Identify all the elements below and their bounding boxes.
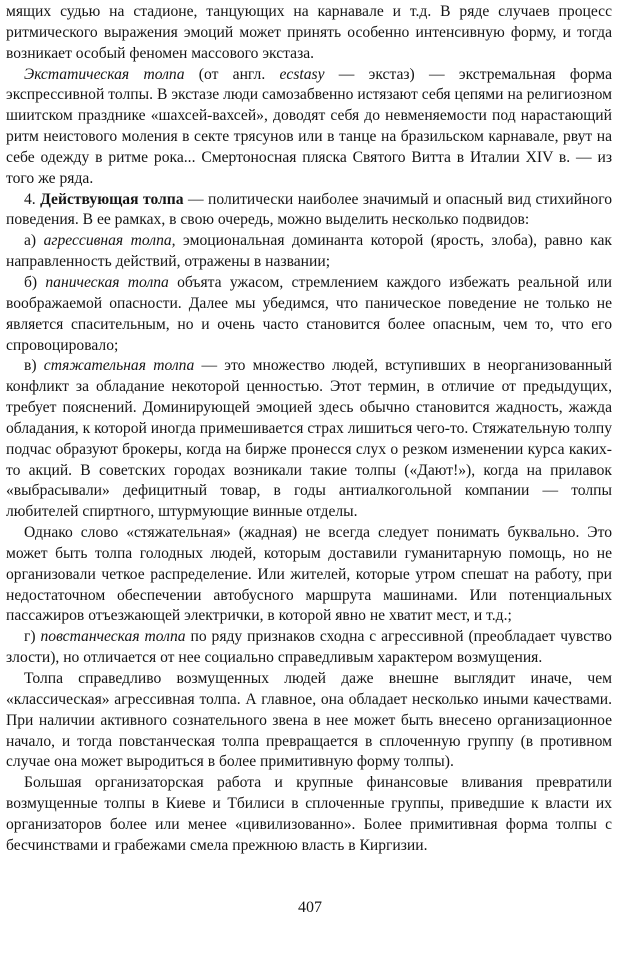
paragraph-p5 — [6, 356, 612, 523]
paragraph-p6 — [6, 523, 612, 627]
page-number: 407 — [298, 899, 322, 916]
italic-term: стяжательная толпа — [43, 357, 195, 375]
text-run: 4. — [24, 190, 41, 208]
paragraph-p7 — [6, 627, 612, 669]
text-run: в) — [24, 357, 44, 375]
italic-term: паническая толпа — [45, 273, 169, 291]
italic-term: Экстатическая толпа — [24, 65, 185, 83]
text-run: Толпа справедливо возмущенных людей даже внешне выглядит иначе, чем «классическая» агрессивная толпа. А главное, она обладает несколько иными качествами. При наличии активного сознательного звена в нее может быть внесено организационное начало, и тогда повстанческая толпа превращается в сплоченную группу (в противном случае она может выродиться в более примитивную форму толпы). — [6, 670, 612, 771]
italic-term: повстанческая толпа — [40, 628, 186, 646]
text-run: Однако слово «стяжательная» (жадная) не всегда следует понимать буквально. Это может быть толпа голодных людей, которым доставили гуманитарную помощь, но не организовали четкое распределение. Или жителей, которые утром спешат на работу, при недостаточном обеспечении автобусного маршрута машинами. Или потенциальных пассажиров отъезжающей электрички, в которой явно не хватит мест, и т.д.; — [6, 524, 612, 625]
text-run: а) — [24, 232, 44, 250]
paragraph-p9 — [6, 773, 612, 856]
text-run: б) — [24, 273, 46, 291]
text-run: объята ужасом, стремлением каждого избежать реальной или воображаемой опасности. Далее мы убедимся, что паническое поведение не только не является спасительным, но и очень часто становится более опасным, чем то, что его спровоцировало; — [6, 273, 612, 354]
text-run: (от англ. — [184, 65, 280, 83]
text-run: эмоциональная доминанта которой (ярость, злоба), равно как направленность действий, отражены в названии; — [6, 232, 612, 271]
text-run: мящих судью на стадионе, танцующих на карнавале и т.д. В ряде случаев процесс ритмического выражения эмоций может принять особенно интенсивную форму, и тогда возникает особый феномен массового экстаза. — [6, 3, 612, 62]
paragraph-p2 — [6, 190, 612, 232]
italic-term: агрессивная толпа, — [43, 232, 176, 250]
paragraph-p1 — [6, 65, 612, 190]
text-run: — политически наиболее значимый и опасный вид стихийного поведения. В ее рамках, в свою очередь, можно выделить несколько подвидов: — [6, 190, 612, 229]
paragraph-p4 — [6, 273, 612, 356]
text-run: — экстаз) — экстремальная форма экспрессивной толпы. В экстазе люди самозабвенно истязают себя цепями на религиозном шиитском празднике «шахсей-вахсей», доводят себя до невменяемости под нарастающий ритм неистового моления в секте трясунов или в танце на бразильском карнавале, рвут на себе одежду в ритме рока... Смертоносная пляска Святого Витта в Италии XIV в. — из того же ряда. — [6, 65, 612, 187]
text-run: — это множество людей, вступивших в неорганизованный конфликт за обладание некоторой ценностью. Этот термин, в отличие от предыдущих, требует пояснений. Доминирующей эмоцией здесь обычно становится жадность, жажда обладания, к которой иногда примешивается страх лишиться чего-то. Стяжательную толпу подчас образуют брокеры, когда на бирже пронесся слух о резком изменении курса каких-то акций. В советских городах возникали такие толпы («Дают!»), когда на прилавок «выбрасывали» дефицитный товар, в годы антиалкогольной компании — толпы любителей спиртного, штурмующие винные отделы. — [6, 357, 612, 521]
paragraph-p0 — [6, 2, 612, 65]
paragraph-p3 — [6, 231, 612, 273]
italic-term: ecstasy — [279, 65, 325, 83]
body-text — [6, 2, 612, 857]
paragraph-p8 — [6, 669, 612, 773]
text-run: Большая организаторская работа и крупные финансовые вливания превратили возмущенные толпы в Киеве и Тбилиси в сплоченные группы, приведшие к власти их организаторов более или менее «цивилизованно». Более примитивная форма толпы с бесчинствами и грабежами смела прежнюю власть в Киргизии. — [6, 774, 612, 854]
bold-term: Действующая толпа — [40, 190, 184, 208]
text-run: по ряду признаков сходна с агрессивной (преобладает чувство злости), но отличается от нее социально справедливым характером возмущения. — [6, 628, 612, 667]
text-run: г) — [24, 628, 41, 646]
